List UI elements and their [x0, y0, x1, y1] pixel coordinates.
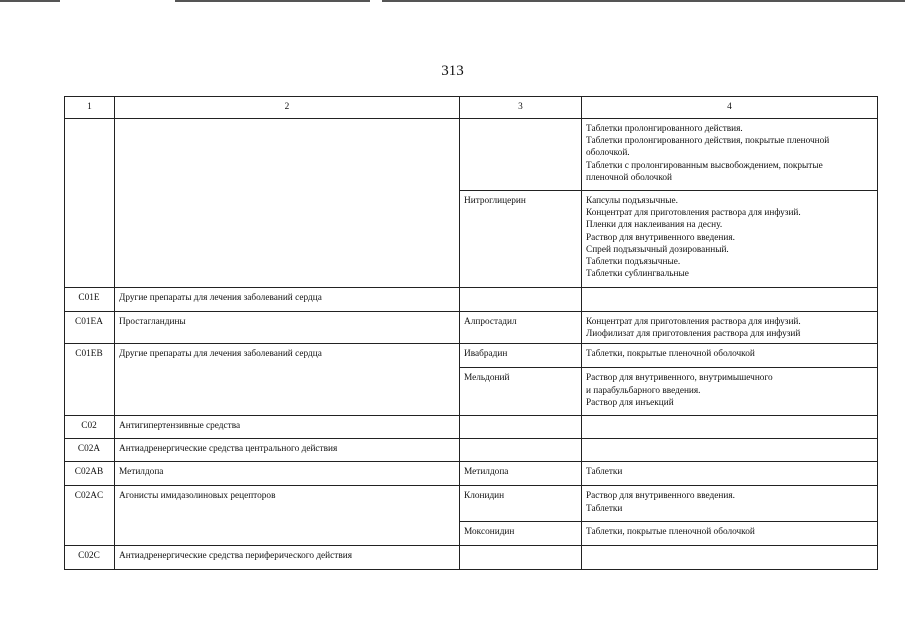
group-name-cell: Другие препараты для лечения заболеваний сердца	[115, 288, 460, 312]
dosage-form-line: пленочной оболочкой	[586, 172, 673, 183]
group-name-cell	[115, 119, 460, 288]
dosage-form-line: Таблетки пролонгированного действия, покрытые пленочной	[586, 136, 830, 147]
atc-code-cell: C01EA	[65, 312, 115, 344]
drug-table	[64, 96, 878, 570]
dosage-forms-cell	[582, 368, 878, 416]
dosage-form-line: Таблетки подъязычные.	[586, 257, 681, 268]
atc-code-cell: C02C	[65, 546, 115, 570]
drug-name-cell	[460, 119, 582, 191]
table-header-row	[65, 97, 878, 119]
dosage-form-line: Концентрат для приготовления раствора для инфузий.	[586, 208, 801, 219]
group-name-cell: Агонисты имидазолиновых рецепторов	[115, 486, 460, 546]
atc-code-cell: C02	[65, 416, 115, 439]
dosage-form-line: Раствор для внутривенного, внутримышечного	[586, 373, 773, 384]
table-row	[65, 486, 878, 522]
table-row	[65, 416, 878, 439]
scan-edge-line-center	[175, 0, 370, 2]
dosage-form-line: Пленки для наклеивания на десну.	[586, 220, 723, 231]
group-name-cell: Другие препараты для лечения заболеваний сердца	[115, 344, 460, 416]
dosage-form-line: оболочкой.	[586, 148, 630, 159]
dosage-forms-cell	[582, 486, 878, 522]
table-row	[65, 288, 878, 312]
column-header-1: 1	[65, 97, 115, 119]
table-row	[65, 344, 878, 368]
table-row	[65, 119, 878, 191]
dosage-form-line: Концентрат для приготовления раствора для инфузий.	[586, 317, 801, 327]
dosage-form-line: Таблетки	[586, 467, 623, 478]
dosage-form-line: Таблетки пролонгированного действия.	[586, 124, 743, 134]
column-header-2: 2	[115, 97, 460, 119]
dosage-form-line: Капсулы подъязычные.	[586, 196, 678, 206]
group-name-cell: Антиадренергические средства центрального действия	[115, 439, 460, 462]
drug-name-cell: Ивабрадин	[460, 344, 582, 368]
drug-name-cell: Алпростадил	[460, 312, 582, 344]
dosage-form-line: Таблетки сублингвальные	[586, 269, 689, 280]
dosage-forms-cell	[582, 288, 878, 312]
group-name-cell: Антигипертензивные средства	[115, 416, 460, 439]
dosage-forms-cell	[582, 312, 878, 344]
drug-name-cell: Клонидин	[460, 486, 582, 522]
atc-code-cell: C02A	[65, 439, 115, 462]
atc-code-cell: C01E	[65, 288, 115, 312]
table-row	[65, 462, 878, 486]
group-name-cell: Антиадренергические средства периферического действия	[115, 546, 460, 570]
atc-code-cell: C02AC	[65, 486, 115, 546]
drug-name-cell: Нитроглицерин	[460, 191, 582, 288]
page-number: 313	[441, 63, 464, 79]
column-header-3: 3	[460, 97, 582, 119]
drug-name-cell	[460, 546, 582, 570]
drug-name-cell: Метилдопа	[460, 462, 582, 486]
drug-name-cell	[460, 288, 582, 312]
dosage-forms-cell	[582, 546, 878, 570]
dosage-forms-cell	[582, 439, 878, 462]
atc-code-cell	[65, 119, 115, 288]
dosage-form-line: Таблетки с пролонгированным высвобождением, покрытые	[586, 160, 823, 171]
table-row	[65, 546, 878, 570]
dosage-form-line: Лиофилизат для приготовления раствора для инфузий	[586, 329, 801, 340]
dosage-form-line: и парабульбарного введения.	[586, 385, 701, 396]
drug-name-cell	[460, 439, 582, 462]
dosage-form-line: Раствор для внутривенного введения.	[586, 491, 735, 502]
dosage-form-line: Таблетки	[586, 503, 623, 514]
dosage-forms-cell	[582, 462, 878, 486]
dosage-form-line: Таблетки, покрытые пленочной оболочкой	[586, 527, 755, 538]
group-name-cell: Простагландины	[115, 312, 460, 344]
dosage-form-line: Спрей подъязычный дозированный.	[586, 244, 729, 255]
drug-name-cell: Моксонидин	[460, 522, 582, 546]
dosage-form-line: Раствор для внутривенного введения.	[586, 232, 735, 243]
dosage-form-line: Таблетки, покрытые пленочной оболочкой	[586, 349, 755, 360]
table-row	[65, 312, 878, 344]
dosage-forms-cell	[582, 119, 878, 191]
dosage-forms-cell	[582, 522, 878, 546]
column-header-4: 4	[582, 97, 878, 119]
scan-edge-line-right	[382, 0, 905, 2]
drug-name-cell: Мельдоний	[460, 368, 582, 416]
group-name-cell: Метилдопа	[115, 462, 460, 486]
atc-code-cell: C01EB	[65, 344, 115, 416]
dosage-forms-cell	[582, 416, 878, 439]
dosage-forms-cell	[582, 191, 878, 288]
scan-edge-line-left	[0, 0, 60, 2]
table-row	[65, 439, 878, 462]
drug-name-cell	[460, 416, 582, 439]
atc-code-cell: C02AB	[65, 462, 115, 486]
dosage-form-line: Раствор для инъекций	[586, 397, 674, 408]
dosage-forms-cell	[582, 344, 878, 368]
